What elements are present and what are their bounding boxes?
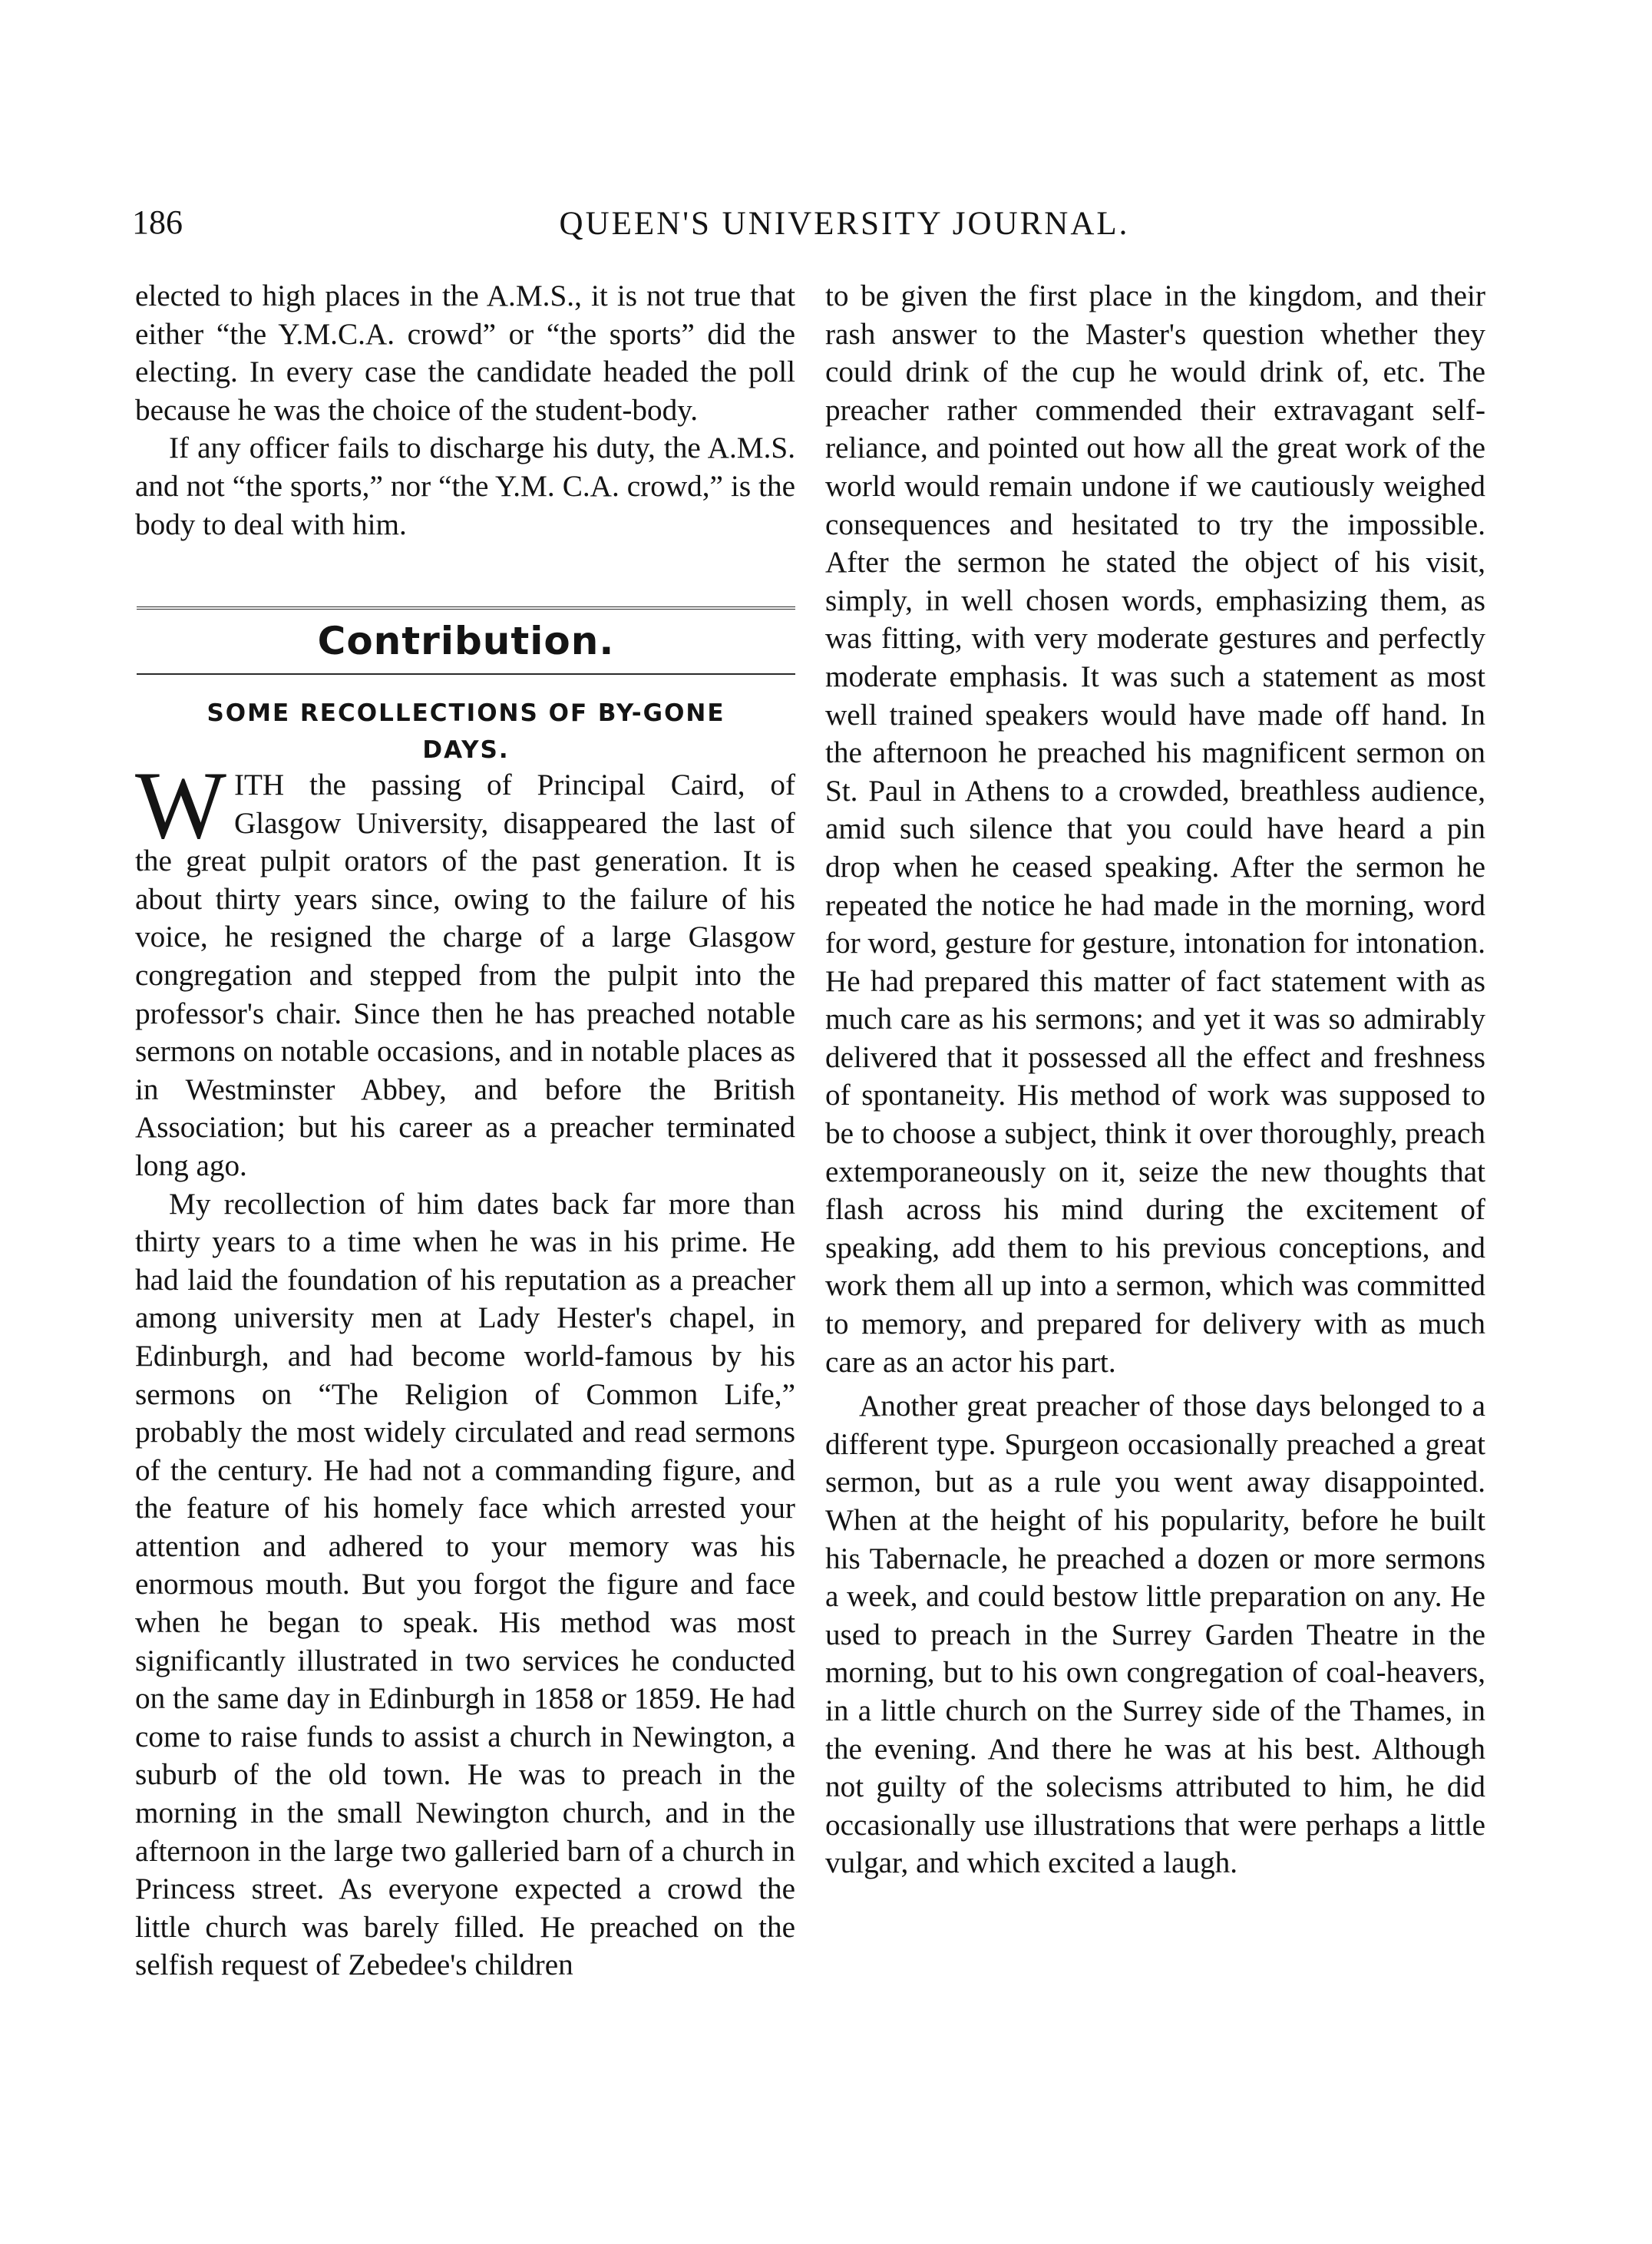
drop-cap: W (135, 752, 226, 859)
paragraph-continued: to be given the first place in the kingdom, and their rash answer to the Master's question whether they could drink of the cup he would drink of, etc. The preacher rather commended their extravagant self-reliance, and pointed out how all the great work of the world would remain undone if we cautiously weighed consequences and hesitated to try the impossible. After the sermon he stated the object of his visit, simply, in well chosen words, emphasizing them, as was fitting, with very moderate gestures and perfectly moderate emphasis. It was such a statement as most well trained speakers would have made off hand. In the afternoon he preached his magnificent sermon on St. Paul in Athens to a crowded, breathless audience, amid such silence that you could have heard a pin drop when he ceased speaking. After the sermon he repeated the notice he had made in the morning, word for word, gesture for gesture, intonation for intonation. He had prepared this matter of fact statement with as much care as his sermons; and yet it was so admirably delivered that it possessed all the effect and freshness of spontaneity. His method of work was supposed to be to choose a subject, think it over thoroughly, preach extemporaneously on it, seize the new thoughts that flash across his mind during the excitement of speaking, add them to his previous conceptions, and work them all up into a sermon, which was committed to memory, and prepared for delivery with as much care as an actor his part. (825, 279, 1485, 1379)
paragraph: elected to high places in the A.M.S., it is not true that either “the Y.M.C.A. crowd” or “the sports” did the electing. In every case the candidate headed the poll because he was the choice of the student-body. (135, 279, 795, 427)
running-head: QUEEN'S UNIVERSITY JOURNAL. (559, 206, 1130, 242)
title-underline (137, 673, 795, 675)
article-title-line: SOME RECOLLECTIONS OF BY-GONE (206, 699, 725, 727)
section-title: Contribution. (317, 619, 615, 663)
page-number: 186 (132, 203, 183, 241)
right-column (825, 277, 1485, 1882)
paragraph: Another great preacher of those days belonged to a different type. Spurgeon occasionally preached a great sermon, but as a rule you went away disappointed. When at the height of his popularity, before he built his Tabernacle, he preached a dozen or more sermons a week, and could bestow little preparation on any. He used to preach in the Surrey Garden Theatre in the morning, but to his own congregation of coal-heavers, in a little church on the Surrey side of the Thames, in the evening. And there he was at his best. Although not guilty of the solecisms attributed to him, he did occasionally use illustrations that were perhaps a little vulgar, and which excited a laugh. (825, 1390, 1485, 1880)
paragraph-text: ITH the passing of Principal Caird, of Glasgow University, disappeared the last of the great pulpit orators of the past generation. It is about thirty years since, owing to the failure of his voice, he resigned the charge of a large Glasgow congregation and stepped from the pulpit into the professor's chair. Since then he has preached notable sermons on notable occasions, and in notable places as in Westminster Abbey, and before the British Association; but his career as a preacher terminated long ago. (135, 768, 795, 1182)
article-title-line: DAYS. (422, 736, 510, 764)
left-column-top (135, 277, 795, 544)
paragraph (135, 752, 795, 1185)
paragraph: If any officer fails to discharge his duty, the A.M.S. and not “the sports,” nor “the Y.M. C.A. crowd,” is the body to deal with him. (135, 431, 795, 541)
paragraph: My recollection of him dates back far more than thirty years to a time when he was in his prime. He had laid the foundation of his reputation as a preacher among university men at Lady Hester's chapel, in Edinburgh, and had become world-famous by his sermons on “The Religion of Common Life,” probably the most widely circulated and read sermons of the century. He had not a commanding figure, and the feature of his homely face which arrested your attention and adhered to your memory was his enormous mouth. But you forgot the figure and face when he began to speak. His method was most significantly illustrated in two services he conducted on the same day in Edinburgh in 1858 or 1859. He had come to raise funds to assist a church in Newington, a suburb of the old town. He was to preach in the morning in the small Newington church, and in the afternoon in the large two galleried barn of a church in Princess street. As everyone expected a crowd the little church was barely filled. He preached on the selfish request of Zebedee's children (135, 1187, 795, 1982)
section-divider (137, 606, 795, 610)
left-column-article (135, 752, 795, 1985)
article-title (137, 695, 795, 768)
